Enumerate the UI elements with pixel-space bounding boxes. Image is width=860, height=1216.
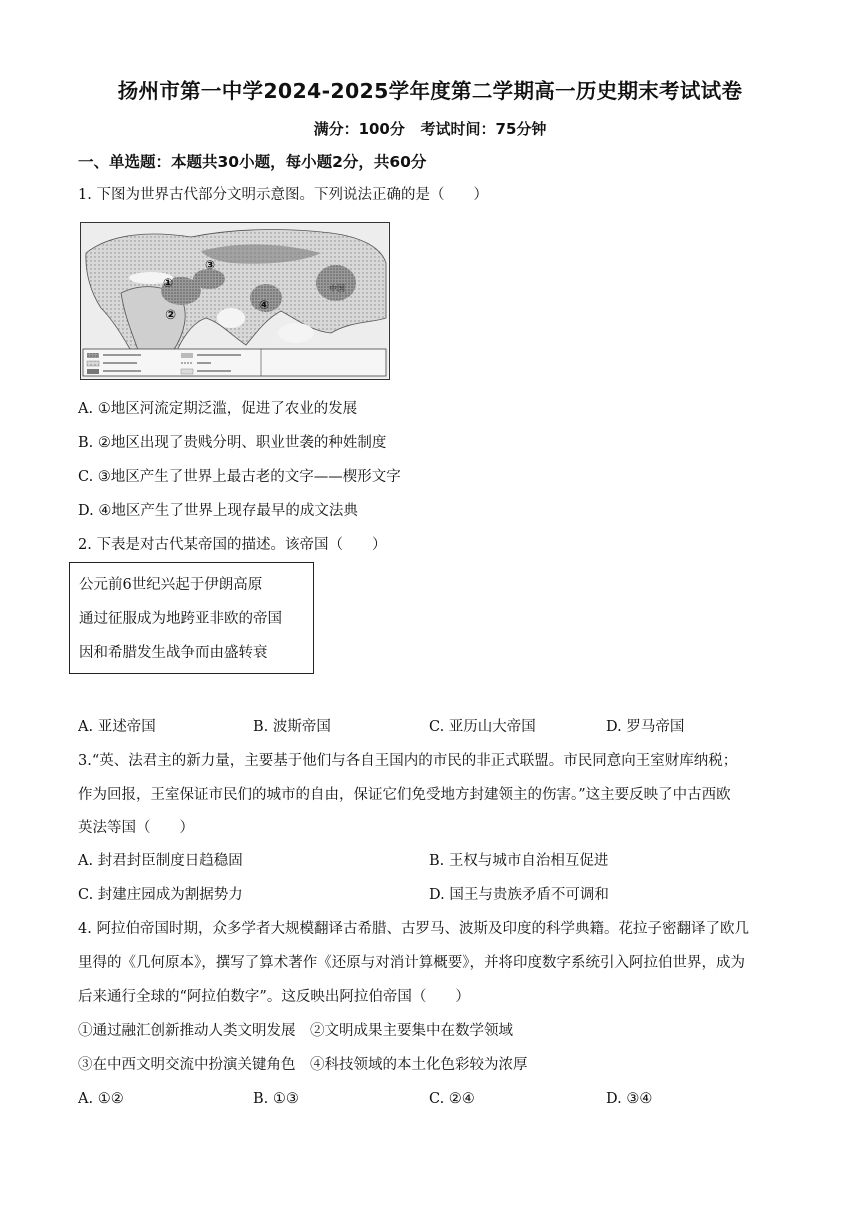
question-2-option-d[interactable]: D. 罗马帝国: [606, 719, 685, 735]
question-2-stem: 2. 下表是对古代某帝国的描述。该帝国（ ）: [78, 537, 387, 553]
question-3-stem-line: 作为回报，王室保证市民们的城市的自由，保证它们免受地方封建领主的伤害。”这主要反映了中古西欧: [78, 787, 731, 803]
question-4-option-c[interactable]: C. ②④: [429, 1091, 475, 1107]
map-marker-4: ④: [259, 298, 270, 312]
question-3-stem-line: 3.“英、法君主的新力量，主要基于他们与各自王国内的市民的非正式联盟。市民同意向王室财库纳税；: [78, 753, 738, 769]
question-4-stem-line: 4. 阿拉伯帝国时期，众多学者大规模翻译古希腊、古罗马、波斯及印度的科学典籍。花拉子密翻译了欧几: [78, 921, 749, 937]
question-4-option-d[interactable]: D. ③④: [606, 1091, 653, 1107]
question-1-stem: 1. 下图为世界古代部分文明示意图。下列说法正确的是（ ）: [78, 187, 488, 203]
exam-info: 满分：100分 考试时间：75分钟: [313, 120, 547, 138]
page-title: 扬州市第一中学2024-2025学年度第二学期高一历史期末考试试卷: [117, 79, 743, 103]
section-heading: 一、单选题：本题共30小题，每小题2分，共60分: [78, 153, 427, 171]
question-4-option-b[interactable]: B. ①③: [253, 1091, 299, 1107]
question-2-option-a[interactable]: A. 亚述帝国: [78, 719, 156, 735]
question-3-option-b[interactable]: B. 王权与城市自治相互促进: [429, 853, 609, 869]
table-row: 通过征服成为地跨亚非欧的帝国: [79, 611, 282, 627]
question-1-option-a[interactable]: A. ①地区河流定期泛滥，促进了农业的发展: [78, 401, 358, 417]
map-marker-3: ③: [205, 258, 216, 272]
question-1-option-c[interactable]: C. ③地区产生了世界上最古老的文字——楔形文字: [78, 469, 401, 485]
question-3-stem-line: 英法等国（ ）: [78, 820, 194, 836]
empire-description-table: [69, 562, 314, 674]
map-marker-1: ①: [163, 276, 174, 290]
table-row: 公元前6世纪兴起于伊朗高原: [79, 577, 263, 593]
question-4-statements: ①通过融汇创新推动人类文明发展 ②文明成果主要集中在数学领域: [78, 1023, 513, 1039]
question-3-option-a[interactable]: A. 封君封臣制度日趋稳固: [78, 853, 243, 869]
ancient-civilizations-map: [80, 222, 390, 380]
question-2-option-c[interactable]: C. 亚历山大帝国: [429, 719, 536, 735]
question-1-option-b[interactable]: B. ②地区出现了贵贱分明、职业世袭的种姓制度: [78, 435, 387, 451]
map-label-china: 中国: [329, 284, 345, 293]
table-row: 因和希腊发生战争而由盛转衰: [79, 645, 268, 661]
question-2-option-b[interactable]: B. 波斯帝国: [253, 719, 331, 735]
question-4-option-a[interactable]: A. ①②: [78, 1091, 124, 1107]
question-3-option-d[interactable]: D. 国王与贵族矛盾不可调和: [429, 887, 609, 903]
question-3-option-c[interactable]: C. 封建庄园成为割据势力: [78, 887, 243, 903]
question-4-stem-line: 后来通行全球的“阿拉伯数字”。这反映出阿拉伯帝国（ ）: [78, 989, 470, 1005]
question-1-option-d[interactable]: D. ④地区产生了世界上现存最早的成文法典: [78, 503, 358, 519]
question-4-statements: ③在中西文明交流中扮演关键角色 ④科技领域的本土化色彩较为浓厚: [78, 1057, 528, 1073]
map-marker-2: ②: [165, 308, 177, 323]
question-4-stem-line: 里得的《几何原本》，撰写了算术著作《还原与对消计算概要》，并将印度数字系统引入阿拉伯世界，成为: [78, 955, 745, 971]
